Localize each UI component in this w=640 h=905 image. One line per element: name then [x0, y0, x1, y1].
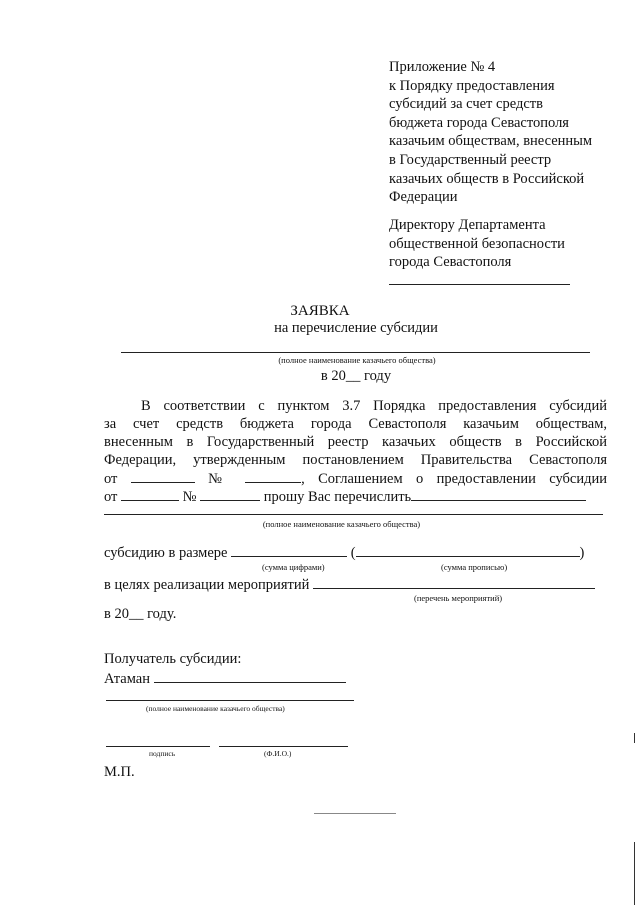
body-line-6 [104, 487, 586, 506]
annex-line: субсидий за счет средств [389, 96, 543, 113]
caption-amount-words: (сумма прописью) [441, 562, 508, 572]
paren: ( [350, 545, 356, 561]
annex-line: казачьим обществам, внесенным [389, 133, 593, 150]
amount-label: субсидию в размере [104, 545, 228, 561]
word: средств [176, 416, 224, 432]
word: прошу Вас перечислить [263, 489, 412, 505]
word: внесенным [104, 434, 173, 450]
amount-line [104, 543, 584, 562]
word: , Соглашением [301, 471, 403, 487]
events-line [104, 575, 595, 594]
word: бюджета [239, 416, 294, 432]
transfer-target-field[interactable] [411, 487, 586, 501]
annex-line: к Порядку предоставления [389, 77, 555, 94]
amount-digits-field[interactable] [231, 543, 347, 557]
society-name-line-2[interactable] [104, 514, 603, 515]
addressee-line: города Севастополя [389, 254, 512, 271]
addressee-line: Директору Департамента [389, 217, 546, 233]
agreement-date-field[interactable] [121, 487, 179, 501]
word: субсидии [549, 471, 608, 487]
caption-signature: подпись [149, 749, 176, 758]
annex-line: казачьих обществ в Российской [389, 170, 585, 187]
body-line-3 [104, 433, 607, 451]
full-name-line[interactable] [219, 746, 348, 747]
body-line-2 [104, 415, 607, 433]
word: Федерации, [104, 452, 177, 468]
year-line-2: в 20__ году. [104, 606, 177, 622]
addressee-block [389, 216, 565, 272]
word: обществ [449, 434, 502, 450]
word: Севастополя [368, 416, 447, 432]
agreement-number-field[interactable] [200, 487, 260, 501]
word: предоставления [438, 398, 537, 414]
word: о [416, 471, 424, 487]
year-line: в 20__ году [320, 368, 392, 384]
decree-number-field[interactable] [245, 469, 301, 483]
addressee-line: общественной безопасности [389, 235, 565, 252]
footer-separator [314, 813, 396, 814]
annex-block [389, 58, 592, 207]
annex-line: Приложение № 4 [389, 59, 496, 75]
addressee-name-line[interactable] [389, 284, 570, 285]
word: реестр [327, 434, 369, 450]
events-label: в целях реализации мероприятий [104, 577, 310, 593]
amount-words-field[interactable] [356, 543, 580, 557]
word: от [104, 489, 118, 505]
word: утвержденным [193, 452, 286, 468]
events-field[interactable] [313, 575, 595, 589]
caption-society-2: (полное наименование казачьего общества) [262, 519, 421, 529]
body-line-5 [104, 469, 607, 488]
word: соответствии [163, 398, 246, 414]
caption-full-name: (Ф.И.О.) [264, 749, 292, 758]
word: с [258, 398, 265, 414]
word: В [141, 398, 151, 414]
word: города [310, 416, 352, 432]
word: от [104, 471, 118, 487]
word: пунктом 3.7 [277, 398, 361, 414]
word: в [515, 434, 523, 450]
word: постановлением [302, 452, 404, 468]
caption-events: (перечень мероприятий) [414, 593, 503, 603]
society-name-line-3[interactable] [106, 700, 354, 701]
paren: ) [579, 545, 585, 561]
document-title: ЗАЯВКА [290, 303, 350, 319]
body-line-1 [141, 397, 607, 415]
word: Российской [535, 434, 608, 450]
ataman-line [104, 669, 346, 688]
word: предоставлении [436, 471, 536, 487]
seal-label: М.П. [104, 764, 135, 780]
society-name-line-1[interactable] [121, 352, 590, 353]
annex-line: бюджета города Севастополя [389, 114, 569, 131]
scan-edge-mark [634, 842, 635, 905]
number-sign: № [208, 471, 232, 487]
annex-line: Федерации [389, 189, 458, 206]
recipient-label: Получатель субсидии: [104, 651, 242, 667]
word: обществам, [535, 416, 608, 432]
number-sign: № [182, 489, 197, 505]
word: Порядка [373, 398, 426, 414]
word: за [104, 416, 117, 432]
caption-society-1: (полное наименование казачьего общества) [278, 355, 436, 365]
word: казачьим [463, 416, 519, 432]
word: счет [133, 416, 160, 432]
word: в [186, 434, 194, 450]
word: субсидий [549, 398, 607, 414]
decree-date-field[interactable] [131, 469, 195, 483]
document-subtitle: на перечисление субсидии [274, 320, 438, 336]
word: Правительства [420, 452, 513, 468]
body-line-4 [104, 451, 607, 469]
word: казачьих [382, 434, 436, 450]
word: Государственный [206, 434, 315, 450]
caption-amount-digits: (сумма цифрами) [262, 562, 325, 572]
ataman-label: Атаман [104, 671, 150, 687]
ataman-field[interactable] [154, 669, 346, 683]
scan-edge-mark [634, 733, 635, 743]
annex-line: в Государственный реестр [389, 151, 552, 168]
caption-society-3: (полное наименование казачьего общества) [146, 704, 285, 713]
word: Севастополя [529, 452, 608, 468]
signature-line[interactable] [106, 746, 210, 747]
